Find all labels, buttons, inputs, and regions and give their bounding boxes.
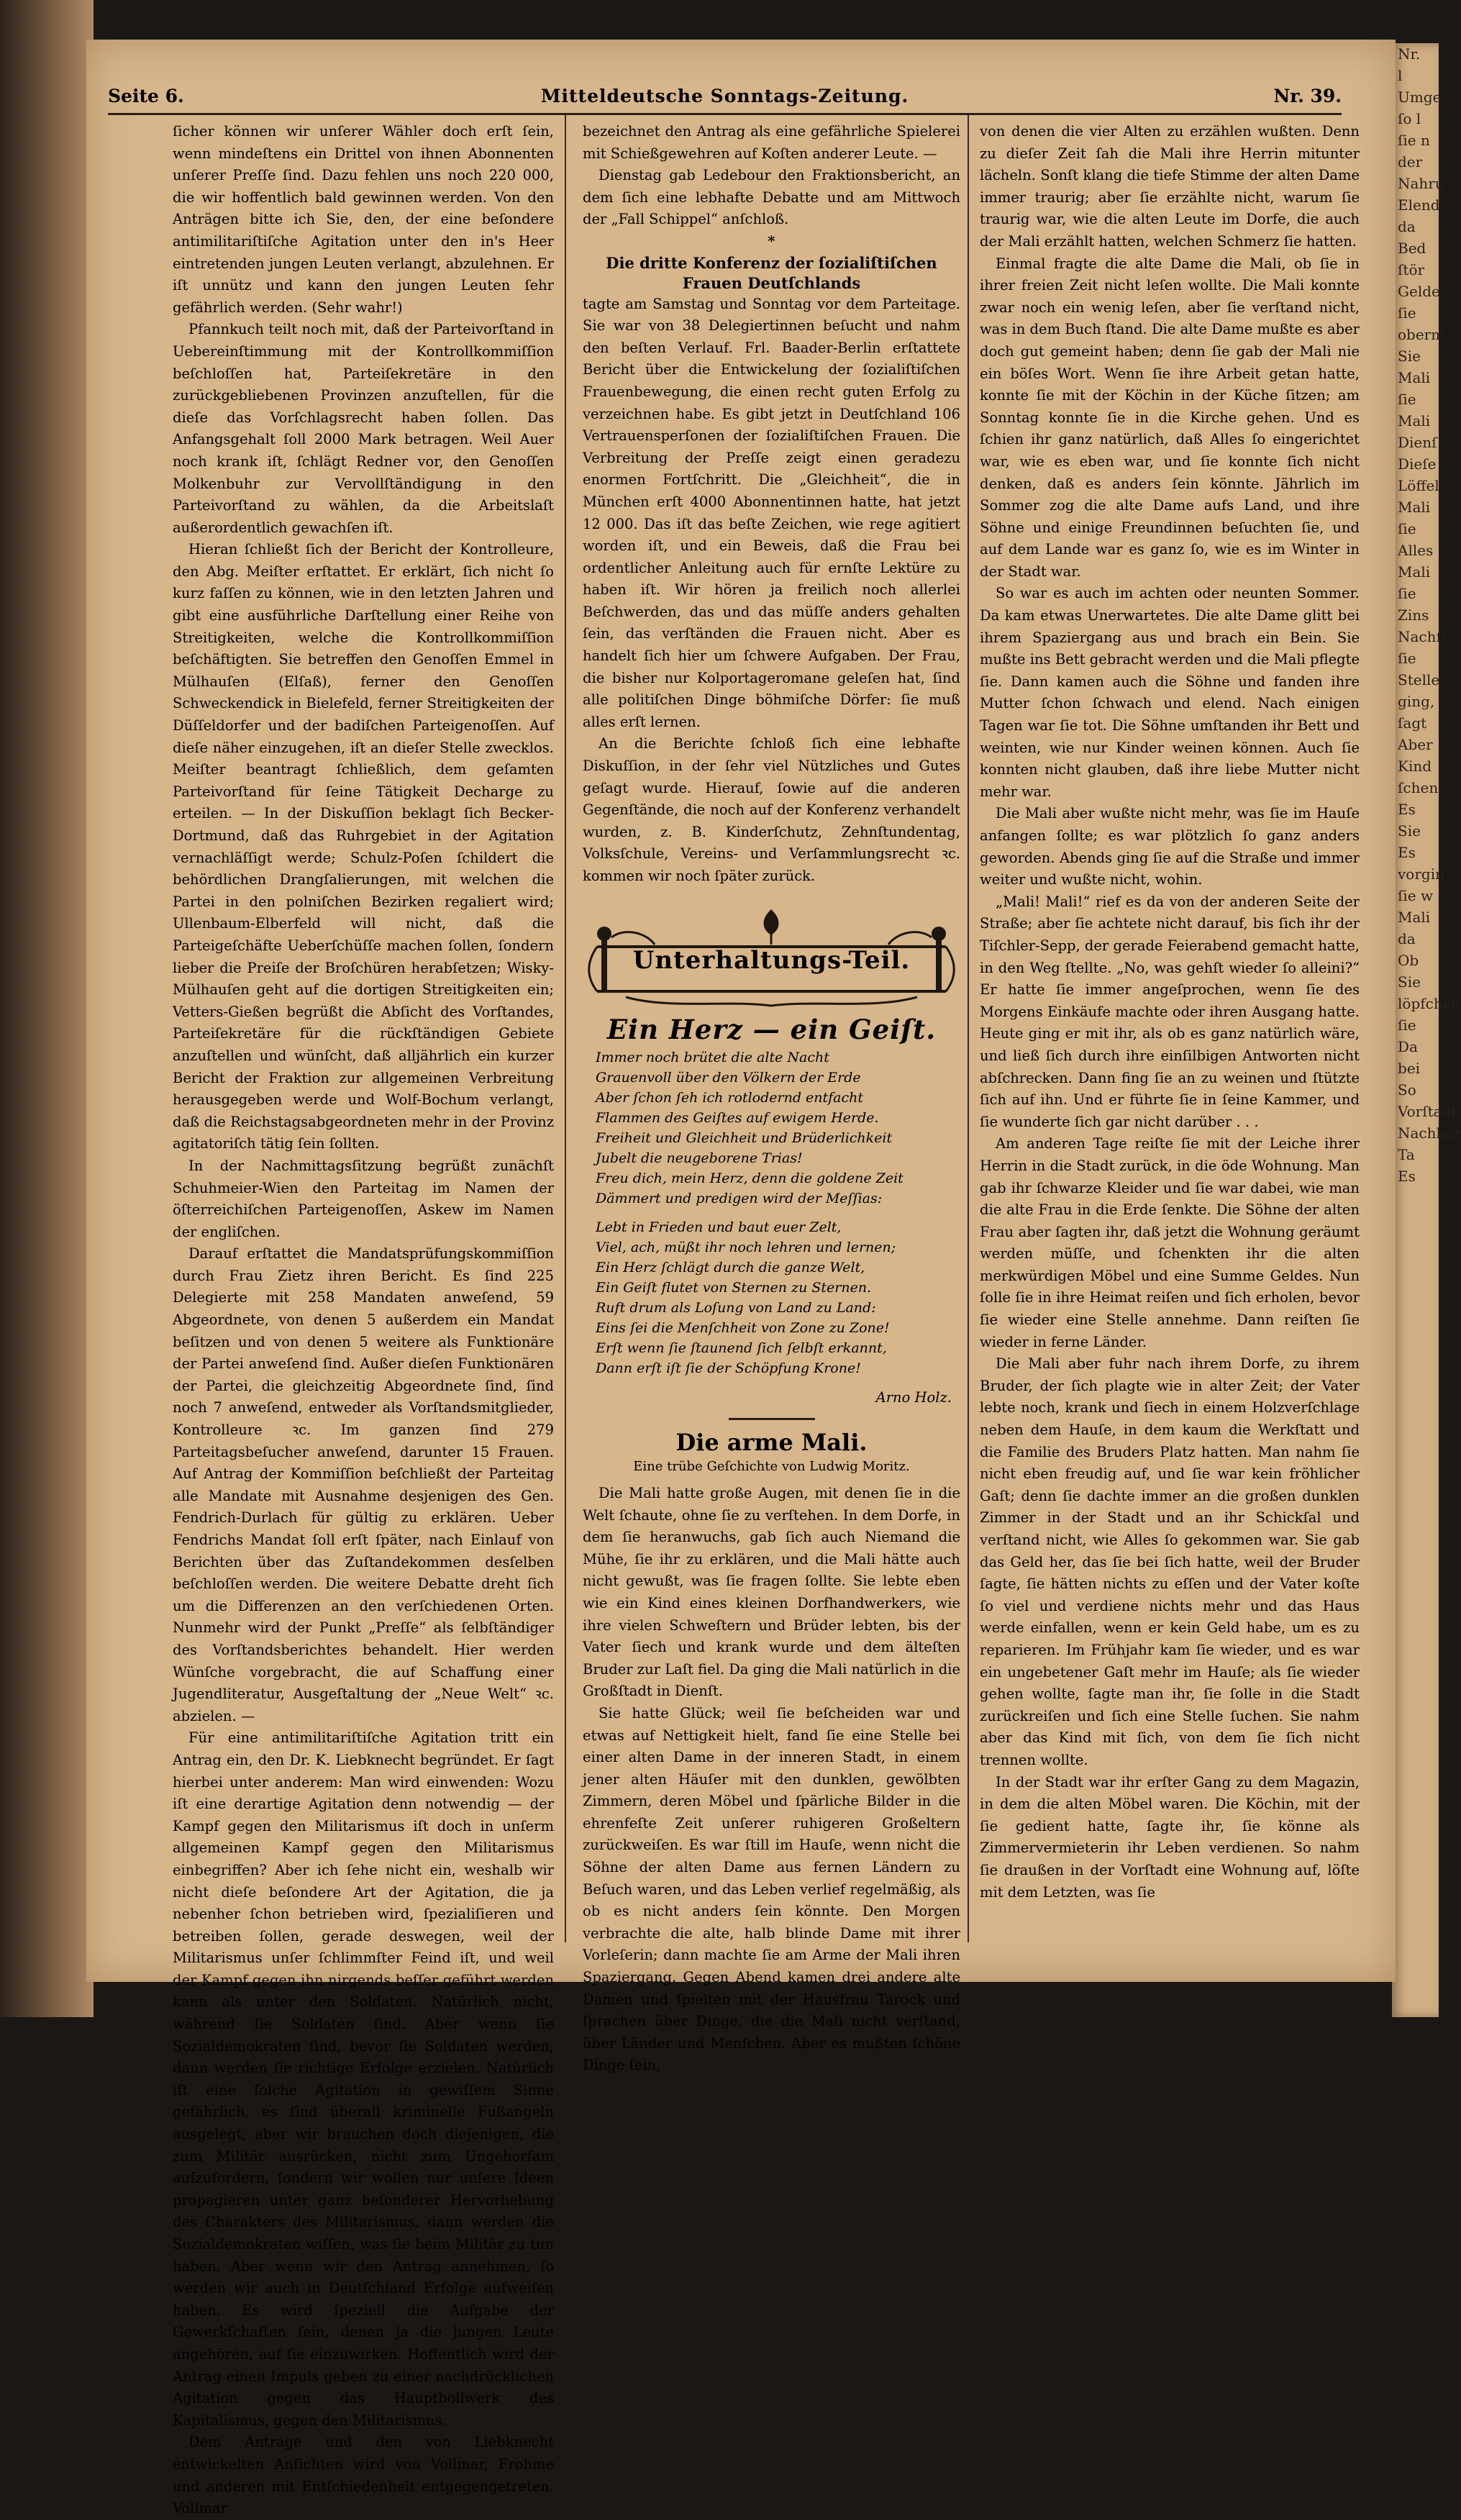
adjacent-page-fragment-text: Sie <box>1398 973 1421 991</box>
adjacent-page-fragment-text: Dienſ <box>1398 434 1437 451</box>
adjacent-page-fragment-text: Löffel <box>1398 477 1439 494</box>
adjacent-page-fragment-text: Dieſe <box>1398 455 1437 473</box>
adjacent-page-fragment-text: ſie <box>1398 1016 1416 1034</box>
adjacent-page-fragment-text: ſie w <box>1398 887 1434 904</box>
adjacent-page-fragment-text: So <box>1398 1081 1416 1098</box>
adjacent-page-fragment-text: Bed <box>1398 240 1426 257</box>
poem-line: Grauenvoll über den Völkern der Erde <box>596 1070 861 1086</box>
adjacent-page-fragment-text: da <box>1398 930 1416 947</box>
article-paragraph: An die Berichte ſchloß ſich eine lebhafte Diskuſſion, in der ſehr viel Nützliches und Gutes geſagt wurde. Hierauf, ſowie auf die anderen Gegenſtände, die noch auf der Konferenz verhandelt wurden, z. B. Kinderſchutz, Zehnſtundentag, Volksſchule, Vereins- und Verſammlungsrecht ꝛc. kommen wir noch ſpäter zurück. <box>583 735 960 884</box>
page-label: Seite 6. <box>108 86 184 106</box>
adjacent-page-fragment-text: ging, <box>1398 693 1435 710</box>
adjacent-page-fragment-text: der <box>1398 153 1423 170</box>
adjacent-page-fragment-text: Es <box>1398 801 1416 818</box>
article-paragraph: ſicher können wir unſerer Wähler doch erſt ſein, wenn mindeſtens ein Drittel von ihnen Abonnenten unſerer Preſſe ſind. Dazu fehlen uns noch 220 000, die wir hoffentlich bald gewinnen werden. Von den Anträgen bitte ich Sie, den, der eine beſondere antimilitariſtiſche Agitation unter den in's Heer eintretenden jungen Leuten verlangt, abzulehnen. Er iſt unnütz und kann den jungen Leuten ſehr gefährlich werden. (Sehr wahr!) <box>173 123 554 316</box>
poem-line: Eins ſei die Menſchheit von Zone zu Zone! <box>596 1320 890 1337</box>
adjacent-page-fragment-text: Sie <box>1398 347 1421 365</box>
adjacent-page-fragment-text: Nr. <box>1398 45 1421 63</box>
article-paragraph: Pfannkuch teilt noch mit, daß der Parteivorſtand in Uebereinſtimmung mit der Kontrollkommiſſion beſchloſſen hat, Parteiſekretäre in den zurückgebliebenen Provinzen anzuſtellen, für die dieſe das Vorſchlagsrecht haben ſollen. Das Anfangsgehalt ſoll 2000 Mark betragen. Weil Auer noch krank iſt, ſchlägt Redner vor, den Genoſſen Molkenbuhr zur Vervollſtändigung in den Parteivorſtand zu wählen, da die Arbeitslaſt außerordentlich gewachſen iſt. <box>173 321 554 536</box>
poem-line: Ruft drum als Loſung von Land zu Land: <box>596 1300 876 1316</box>
poem-title: Ein Herz — ein Geiſt. <box>606 1013 937 1045</box>
adjacent-page-fragment-text: Aber <box>1398 736 1433 753</box>
story-paragraph: Die Mali aber wußte nicht mehr, was ſie im Hauſe anfangen ſollte; es war plötzlich ſo ganz anders geworden. Abends ging ſie auf die Straße und immer weiter und wußte nicht, wohin. <box>980 805 1360 888</box>
adjacent-page-fragment-text: ſie <box>1398 304 1416 322</box>
newspaper-title: Mitteldeutsche Sonntags-Zeitung. <box>540 86 909 106</box>
adjacent-page-fragment-text: Kind <box>1398 758 1432 775</box>
page-header <box>108 68 1342 115</box>
adjacent-page-fragment-text: Ob <box>1398 952 1419 969</box>
article-paragraph: Für eine antimilitariſtiſche Agitation tritt ein Antrag ein, den Dr. K. Liebknecht begründet. Er ſagt hierbei unter anderem: Man wird einwenden: Wozu iſt eine derartige Agitation denn notwendig — der Kampf gegen den Militarismus iſt doch in unſerm allgemeinen Kampf gegen den Militarismus einbegriffen? Aber ich ſehe nicht ein, weshalb wir nicht dieſe beſondere Art der Agitation, die ja nebenher ſchon betrieben wird, ſpezialiſieren und betreiben ſollen, gerade deswegen, weil der Militarismus unſer ſchlimmſter Feind iſt, und weil der Kampf gegen ihn nirgends beſſer geführt werden kann als unter den Soldaten. Natürlich nicht, während ſie Soldaten ſind. Aber wenn ſie Sozialdemokraten ſind, bevor ſie Soldaten werden, dann werden ſie richtige Erfolge erzielen. Natürlich iſt eine ſolche Agitation in gewiſſem Sinne gefährlich, es ſind überall kriminelle Fußangeln ausgelegt, aber wir brauchen doch diejenigen, die zum Militär ausrücken, nicht zum Ungehorſam aufzufordern, ſondern wir wollen nur unſere Ideen propagieren unter ganz beſonderer Hervorhebung des Charakters des Militarismus, dann werden die Sozialdemokraten wiſſen, was ſie beim Militär zu tun haben. Aber wenn wir den Antrag annehmen, ſo werden wir auch in Deutſchland Erfolge aufweiſen haben. Es wird ſpeziell die Aufgabe der Gewerkſchaften ſein, denen ja die jungen Leute angehören, auf ſie einzuwirken. Hoffentlich wird der Antrag einen Impuls geben zu einer nachdrücklichen Agitation gegen das Hauptbollwerk des Kapitalismus, gegen den Militarismus. <box>173 1729 554 2429</box>
adjacent-page-fragment-text: Es <box>1398 844 1416 861</box>
poem <box>583 1047 960 1378</box>
article-paragraph: In der Nachmittagsſitzung begrüßt zunächſt Schuhmeier-Wien den Parteitag im Namen der öſterreichiſchen Parteigenoſſen, Askew im Namen der engliſchen. <box>173 1157 554 1240</box>
feuilleton-ornament <box>583 905 960 1013</box>
adjacent-page-fragment-text: ſie <box>1398 650 1416 667</box>
poem-line: Flammen des Geiſtes auf ewigem Herde. <box>596 1110 879 1127</box>
section-separator: * <box>768 232 775 250</box>
poem-line: Freu dich, mein Herz, denn die goldene Zeit <box>596 1170 904 1187</box>
poem-line: Dann erſt iſt ſie der Schöpfung Krone! <box>596 1360 861 1377</box>
poem-line: Lebt in Frieden und baut euer Zelt, <box>596 1219 842 1236</box>
adjacent-page-fragment-text: ſo l <box>1398 110 1421 127</box>
section-heading: Unterhaltungs-Teil. <box>632 945 911 975</box>
poem-line: Dämmert und predigen wird der Meſſias: <box>596 1191 883 1207</box>
adjacent-page-fragment-text: Es <box>1398 1168 1416 1185</box>
adjacent-page-text <box>1392 43 1461 1187</box>
adjacent-page-fragment <box>1392 43 1461 2017</box>
adjacent-page-fragment-text: ſie n <box>1398 132 1430 149</box>
story-paragraph: von denen die vier Alten zu erzählen wußten. Denn zu dieſer Zeit ſah die Mali ihre Herrin mitunter lächeln. Sonſt klang die tiefe Stimme der alten Dame immer traurig; aber ſie erzählte nicht, warum ſie traurig war, wie die alten Leute im Dorfe, die auch der Mali erzählt hatten, welchen Schmerz ſie hatten. <box>980 123 1360 250</box>
adjacent-page-fragment-text: Elend <box>1398 196 1440 214</box>
story-title: Die arme Mali. <box>675 1428 868 1456</box>
adjacent-page-fragment-text: Mali <box>1398 369 1431 386</box>
article-paragraph: Darauf erſtattet die Mandatsprüfungskommiſſion durch Frau Zietz ihren Bericht. Es ſind 225 Delegierte mit 258 Mandaten anweſend, 59 Abgeordnete, von denen 5 außerdem ein Mandat beſitzen und von denen 5 weitere als Funktionäre der Partei anweſend ſind. Außer dieſen Funktionären der Partei, die gleichzeitig Abgeordnete ſind, ſind noch 7 anweſend, entweder als Vorſtandsmitglieder, Kontrolleure ꝛc. Im ganzen ſind 279 Parteitagsbeſucher anweſend, darunter 15 Frauen. Auf Antrag der Kommiſſion beſchließt der Parteitag alle Mandate mit Ausnahme desjenigen des Gen. Fendrich-Durlach für gültig zu erklären. Ueber Fendrichs Mandat ſoll erſt ſpäter, nach Einlauf von Berichten über das Zuſtandekommen desſelben beſchloſſen werden. Die weitere Debatte dreht ſich um die Differenzen an den verſchiedenen Orten. Nunmehr wird der Punkt „Preſſe“ als ſelbſtändiger des Vorſtandsberichtes behandelt. Hier werden Wünſche vorgebracht, die auf Schaffung einer Jugendliteratur, Ausgeſtaltung der „Neue Welt“ ꝛc. abzielen. — <box>173 1245 554 1724</box>
issue-number: Nr. 39. <box>1273 86 1342 106</box>
adjacent-page-fragment-text: Mali <box>1398 499 1431 516</box>
poem-line: Ein Geiſt flutet von Sternen zu Sternen. <box>596 1280 872 1296</box>
story-paragraph: „Mali! Mali!“ rief es da von der anderen Seite der Straße; aber ſie achtete nicht darauf, bis ſich ihr der Tiſchler-Sepp, der gerade Feierabend gemacht hatte, in den Weg ſtellte. „No, was gehſt wieder ſo alleini?“ Er hatte ſie immer angeſprochen, wenn ſie des Morgens Einkäufe machte oder ihren Ausgang hatte. Heute ging er mit ihr, als ob es ganz natürlich wäre, und ließ ſich durch ihre einſilbigen Antworten nicht abſchrecken. Dann fing ſie an zu weinen und ſtützte ſich auf ihn. Und er führte ſie in ſeine Kammer, und ſie wunderte ſich gar nicht darüber . . . <box>980 893 1360 1130</box>
adjacent-page-fragment-text: Ta <box>1398 1146 1415 1163</box>
story-paragraph: In der Stadt war ihr erſter Gang zu dem Magazin, in dem die alten Möbel waren. Die Köchin, mit der ſie gedient hatte, ſagte ihr, ſie könne als Zimmervermieterin ihr Leben verdienen. So nahm ſie draußen in der Vorſtadt eine Wohnung auf, löſte mit dem Letzten, was ſie <box>980 1773 1360 1901</box>
adjacent-page-fragment-text: ſie <box>1398 520 1416 537</box>
adjacent-page-fragment-text: Da <box>1398 1038 1418 1055</box>
story-paragraph: So war es auch im achten oder neunten Sommer. Da kam etwas Unerwartetes. Die alte Dame glitt bei ihrem Spaziergang aus und brach ein Bein. Sie mußte ins Bett gebracht werden und die Mali pflegte ſie. Dann kamen auch die Söhne und fanden ihre Mutter ſchon ſchwach und elend. Nach einigen Tagen war ſie tot. Die Söhne umſtanden ihr Bett und weinten, wie nur Kinder weinen können. Auch ſie konnten nicht glauben, daß ihre liebe Mutter nicht mehr war. <box>980 585 1360 800</box>
poem-line: Freiheit und Gleichheit und Brüderlichkeit <box>596 1130 893 1147</box>
article-paragraph: Dienstag gab Ledebour den Fraktionsbericht, an dem ſich eine lebhafte Debatte und am Mittwoch der „Fall Schippel“ anſchloß. <box>583 167 960 228</box>
adjacent-page-fragment-text: Zins <box>1398 606 1429 624</box>
adjacent-page-fragment-text: oberm <box>1398 326 1445 343</box>
adjacent-page-fragment-text: ſagt <box>1398 714 1427 732</box>
adjacent-page-fragment-text: ſtör <box>1398 261 1425 278</box>
adjacent-page-fragment-text: Mali <box>1398 909 1431 926</box>
adjacent-page-fragment-text: vorgin <box>1398 865 1444 883</box>
adjacent-page-fragment-text: ſchen <box>1398 779 1439 796</box>
poem-line: Immer noch brütet die alte Nacht <box>596 1050 829 1066</box>
column-divider <box>968 115 969 1942</box>
adjacent-page-fragment-text: Umge <box>1398 88 1442 106</box>
adjacent-page-fragment-text: Stelle <box>1398 671 1440 688</box>
adjacent-page-fragment-text: Alles <box>1398 542 1434 559</box>
adjacent-page-fragment-text: löpfchen <box>1398 995 1461 1012</box>
poem-stanza <box>596 1047 960 1209</box>
adjacent-page-fragment-text: ſie <box>1398 391 1416 408</box>
adjacent-page-fragment-text: Vorſtadt <box>1398 1103 1457 1120</box>
story-paragraph: Am anderen Tage reiſte ſie mit der Leiche ihrer Herrin in die Stadt zurück, in die öde Wohnung. Man gab ihr ſchwarze Kleider und ſie war dabei, wie man die alte Frau in die Erde ſenkte. Die Söhne der alten Frau aber ſagten ihr, daß jetzt die Wohnung geräumt werden müſſe, und ſchenkten ihr die alten merkwürdigen Möbel und eine Summe Geldes. Nun ſolle ſie in ihre Heimat reiſen und ſich erholen, bevor ſie wieder eine Stelle annehme. Dann reiſten ſie wieder in ferne Länder. <box>980 1135 1360 1350</box>
adjacent-page-fragment-text: Nahru <box>1398 175 1444 192</box>
article-paragraph: bezeichnet den Antrag als eine gefährliche Spielerei mit Schießgewehren auf Koſten anderer Leute. — <box>583 123 960 162</box>
adjacent-page-fragment-text: bei <box>1398 1060 1421 1077</box>
column-middle <box>583 121 960 2074</box>
story-subtitle: Eine trübe Geſchichte von Ludwig Moritz. <box>633 1459 910 1475</box>
conference-heading: Die dritte Konferenz der ſozialiſtiſchen Frauen Deutſchlands <box>606 253 937 292</box>
adjacent-page-fragment-text: Gelde <box>1398 283 1440 300</box>
book-spine <box>0 0 94 2017</box>
adjacent-page-fragment-text: l <box>1398 67 1403 84</box>
poem-line: Viel, ach, müßt ihr noch lehren und lernen; <box>596 1239 896 1256</box>
adjacent-page-fragment-text: Mali <box>1398 412 1431 429</box>
story-paragraph: Die Mali hatte große Augen, mit denen ſie in die Welt ſchaute, ohne ſie zu verſtehen. In dem Dorfe, in dem ſie heranwuchs, gab ſich auch Niemand die Mühe, ſie ihr zu erklären, und die Mali hätte auch nicht gewußt, was ſie fragen ſollte. Sie lebte eben wie ein Kind eines kleinen Dorfhandwerkers, wie ihre vielen Schweſtern und Brüder lebten, bis der Vater ſiech und krank wurde und dem älteſten Bruder zur Laſt fiel. Da ging die Mali natürlich in die Großſtadt in Dienſt. <box>583 1484 960 1700</box>
article-paragraph: Hieran ſchließt ſich der Bericht der Kontrolleure, den Abg. Meiſter erſtattet. Er erklärt, ſich nicht ſo kurz faſſen zu können, wie in den letzten Jahren und gibt eine ausführliche Darſtellung einer Reihe von Streitigkeiten, welche die Kontrollkommiſſion beſchäftigten. Sie betreffen den Genoſſen Emmel in Mülhauſen (Elſaß), ferner den Genoſſen Schweckendick in Bielefeld, ferner Streitigkeiten der Düſſeldorfer und der badiſchen Parteigenoſſen. Auf dieſe näher einzugehen, iſt an dieſer Stelle zwecklos. Meiſter beantragt ſchließlich, dem geſamten Parteivorſtand für ſeine Tätigkeit Decharge zu erteilen. — In der Diskuſſion beklagt ſich Becker-Dortmund, daß das Ruhrgebiet in der Agitation vernachläſſigt werde; Schulz-Poſen ſchildert die behördlichen Drangſalierungen, mit welchen die Partei in den polniſchen Bezirken regaliert wird; Ullenbaum-Elberfeld will nicht, daß die Parteigeſchäfte Ueberſchüſſe machen ſollen, ſondern lieber die Preiſe der Broſchüren herabſetzen; Wisky-Mülhauſen geht auf die dortigen Streitigkeiten ein; Vetters-Gießen begrüßt die Abſicht des Vorſtandes, Parteiſekretäre für die rückſtändigen Gebiete anzuſtellen und wünſcht, daß alljährlich ein kurzer Bericht der Fraktion zur allgemeinen Verbreitung herausgegeben werde und Wolf-Bochum verlangt, daß die Reichstagsabgeordneten mehr in der Provinz agitatoriſch tätig ſein ſollten. <box>173 541 554 1152</box>
poem-line: Ein Herz ſchlägt durch die ganze Welt, <box>596 1260 865 1276</box>
story-paragraph: Sie hatte Glück; weil ſie beſcheiden war und etwas auf Nettigkeit hielt, fand ſie eine Stelle bei einer alten Dame in der inneren Stadt, in einem jener alten Häuſer mit den dunklen, gewölbten Zimmern, deren Möbel und ſpärliche Bilder in die ehrenfeſte Zeit unſerer ruhigeren Großeltern zurückweiſen. Es war ſtill im Hauſe, wenn nicht die Söhne der alten Dame aus fernen Ländern zu Beſuch waren, und das Leben verlief regelmäßig, als ob es nicht anders ſein könnte. Den Morgen verbrachte die alte, halb blinde Dame mit ihrer Vorleſerin; dann machte ſie am Arme der Mali ihren Spaziergang. Gegen Abend kamen drei andere alte Damen und ſpielten mit der Hausfrau Tarock und ſprachen über Dinge, die die Mali nicht verſtand, über Länder und Menſchen. Aber es mußten ſchöne Dinge ſein, <box>583 1704 960 2074</box>
adjacent-page-fragment-text: ſie <box>1398 585 1416 602</box>
poem-stanza <box>596 1217 960 1378</box>
adjacent-page-fragment-text: Mali <box>1398 563 1431 581</box>
column-story-continued <box>980 121 1360 1934</box>
divider <box>729 1418 815 1420</box>
poem-line: Erſt wenn ſie ſtaunend ſich ſelbſt erkannt, <box>596 1340 887 1357</box>
adjacent-page-fragment-text: da <box>1398 218 1416 235</box>
adjacent-page-fragment-text: Nachſt <box>1398 628 1447 645</box>
poem-author: Arno Holz. <box>875 1389 952 1406</box>
story-paragraph: Die Mali aber fuhr nach ihrem Dorfe, zu ihrem Bruder, der ſich plagte wie in alter Zeit; der Vater lebte noch, krank und ſiech in einem Holzverſchlage neben dem Hauſe, in dem kaum die Werkſtatt und die Familie des Bruders Platz hatten. Man nahm ſie nicht eben freudig auf, und ſie war kein fröhlicher Gaſt; denn ſie dachte immer an die großen dunklen Zimmer in der Stadt und an ihr Schickſal und verſtand nicht, wie Alles ſo gekommen war. Sie gab das Geld her, das ſie bei ſich hatte, weil der Bruder ſagte, ſie hätten nichts zu eſſen und der Vater koſte ſo viel und verdiene nichts mehr und das Haus werde einfallen, wenn er kein Geld habe, um es zu reparieren. Im Frühjahr kam ſie wieder, und es war ein ungebetener Gaſt mehr im Hauſe; als ſie wieder gehen wollte, ſagte man ihr, ſie ſolle in die Stadt zurückreiſen und ſich eine Stelle ſuchen. Sie nahm aber das Kind mit ſich, von dem ſie ſich nicht trennen wollte. <box>980 1355 1360 1768</box>
column-divider <box>565 115 566 1942</box>
article-paragraph: Dem Antrage und den von Liebknecht entwickelten Anſichten wird von Vollmar, Frohme und anderen mit Entſchiedenheit entgegengetreten. Vollmar <box>173 2434 554 2517</box>
adjacent-page-fragment-text: Sie <box>1398 822 1421 840</box>
poem-line: Jubelt die neugeborene Trias! <box>596 1150 803 1167</box>
column-politics <box>173 121 554 2517</box>
story-paragraph: Einmal fragte die alte Dame die Mali, ob ſie in ihrer freien Zeit nicht leſen wollte. Die Mali konnte zwar noch ein wenig leſen, aber ſie verſtand nicht, was in dem Buch ſtand. Die alte Dame mußte es aber doch gut gemeint haben; denn ſie gab der Mali nie ein böſes Wort. Wenn ſie ihre Arbeit getan hatte, konnte ſie mit der Köchin in der Küche ſitzen; am Sonntag konnte ſie in die Kirche gehen. Und es ſchien ihr ganz natürlich, daß Alles ſo eingerichtet war, wie es eben war, und ſie konnte ſich nicht denken, daß es anders ſein könnte. Jährlich im Sommer zog die alte Dame aufs Land, und ihre Söhne und einige Freundinnen beſuchten ſie, und auf dem Lande war es ganz ſo, wie es im Winter in der Stadt war. <box>980 255 1360 580</box>
poem-line: Aber ſchon ſeh ich rotlodernd entfacht <box>596 1090 864 1106</box>
adjacent-page-fragment-text: Nachbar <box>1398 1124 1461 1142</box>
article-paragraph: tagte am Samstag und Sonntag vor dem Parteitage. Sie war von 38 Delegiertinnen beſucht und nahm den beſten Verlauf. Frl. Baader-Berlin erſtattete Bericht über die Entwickelung der ſozialiſtiſchen Frauenbewegung, die einen recht guten Erfolg zu verzeichnen habe. Es gibt jetzt in Deutſchland 106 Vertrauensperſonen der ſozialiſtiſchen Frauen. Die Verbreitung der Preſſe zeigt einen geradezu enormen Fortſchritt. Die „Gleichheit“, die in München erſt 4000 Abonnentinnen hatte, hat jetzt 12 000. Das iſt das beſte Zeichen, wie rege agitiert worden iſt, und ein Beweis, daß die Frau bei ordentlicher Anleitung auch für ernſte Lektüre zu haben iſt. Wir hören ja freilich noch allerlei Beſchwerden, das und das müſſe anders gehalten ſein, das verſtänden die Frauen nicht. Aber es handelt ſich hier um ſchwere Aufgaben. Der Frau, die bisher nur Kolportageromane geleſen hat, ſind alle politiſchen Dinge böhmiſche Dörfer: ſie muß alles erſt lernen. <box>583 295 960 730</box>
